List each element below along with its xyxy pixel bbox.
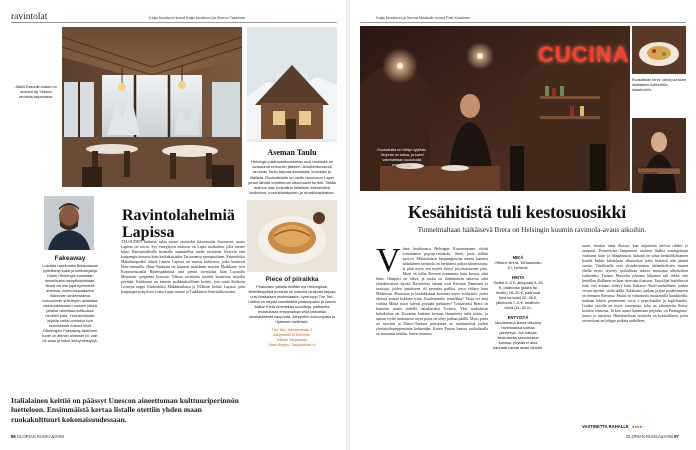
credit-line: Sami Aleppo, Sayluonkatu 4 — [268, 343, 316, 347]
info-label: MIKÄ — [512, 255, 524, 260]
byline: Kaija Nordlund ja Sanna Maskulin kuvat Pasi Koskinen — [376, 15, 471, 20]
aseman-taulu-box — [246, 148, 338, 195]
left-footer — [11, 434, 64, 439]
right-page — [350, 0, 696, 450]
photo-caption-right-top: Ruokalistan terve, ideat juurtuvat italialaisen kotikeittiön klassikoihin. — [632, 78, 686, 92]
section-tag: ravintolat — [11, 12, 48, 22]
chalet-interior-photo — [62, 27, 242, 187]
body-text-3: turan, etenkin nimä illoissa, kun tarjontaan tulevat sähköt ja antipasti. Perinteisten lämpimien ruokien lisäksi sesongeittain vaihtuvat kala- ja lihapääruoat, kukaan on sama henkilökohtainen listalla kaikki kahdeksan alkuruokaa jotka kestävät niin pientä vuotta. Viinilistalla ovat yksinkertaisten italiankielisten viinien ohella myös täytetty ruokalistaa tukeva muutama alkoholiton vaihtoehto. Tiziano Marcelin johtama hiljainen sali tietää, että kesäillan illallinen on kuin itsessään tilaisuus. Tarjoilijat huolehtivat siitä, että asiakas viihtyy kuin Italiassa. Puoli-rauhallinen, jonkin verran ripeästi, siellä täällä. Aikakausi, paikan ja ajan pysähtyminen on teemana Brerassa. Pastat on valmistettu muutamilla kastikkeilla, mukaan lukien perinteinen cacio e pepe-kastike ja ragù-kastike. Lisäksi tarjolla on myös tuorepasta, joka on valmistettu Brera-keittiön toimesta. Ja kun annos kannetaan pöytään, on Parmigiano-juusto jo raastettu. Hintatasoltaan ravintola on kohtuullinen, joten ravintolaan on helppo poiketa uudelleen. — [582, 244, 688, 323]
piece-credits — [247, 328, 337, 348]
header-rule — [11, 22, 337, 23]
header-rule — [360, 22, 686, 23]
left-page — [0, 0, 346, 450]
piece-text: Pirakoiden yallalla heittäin nyt Helsingissä. Brittiläistyylisiä tuotteita on makeita pirakoita tarjoaa uusi ikiaikaisen mielenlaadun Lyeshoppi The Tart. Lisäksi on tarjolla baaritiskillä pirakkapalan ja kahvin lisäksi Etelä-Amerikkaa suosittuja, pastejeita muistuttavia empanadoja sekä pastaista ranskalaisesta kaupoista, Aleppoton kokoonpano ja Hjalmarin keittiöstä. — [248, 285, 336, 324]
fakeaway-title: Fakeaway — [54, 255, 86, 262]
chalet-exterior-photo — [247, 27, 337, 142]
info-label: ENTYISTÄ — [507, 315, 529, 320]
signoff-label: VASTINETTA RAHALLE — [582, 424, 629, 429]
body-text-1: iime kesäkuussa Helsingin Kaisaniemeen aloitti toimintansa pop-up-ravintola, ilmiö, josta tulikin pysyvä. Milanolaisen kaupunginosan nimeä kantava italialainen ravintola on herättänyt paljon kiinnostusta, ja pian myös sen myötä syntyi pöytävarausten jono. Moni on tullut Breraan useammin kuin kerran, eikä ihme. Ilmapiiri on elävä, ja ruoka on ilahduttavan taitavaa sekä yksinkertaisen hyvää. Ravintolan takana ovat Kristian Nieminen ja tuottajat, joiden ajatuksena oli perustaa paikka, jossa viihtyy kuin Milanossa. Rentoutta ja laadukkuutta korostaa myös avokeittiö, jonka ääressä seuraa kokkien työtä. Kuulemmeko musiikkia? Tästä voi aina vaihtaa Mitkä ruoat tulevat pöytään parhaiten? Toistaiseksi Brera on katsonut musta yhdellä italialaiseksi Torinoa. Yksi ruokalistan kohokohtia on Toscanan kahteen kertaan lämmitetty tuhti keitto, ja saman tyylin mukaisesti myös pasta on tehty paikan päällä. Myös pizza on suosittu ja Marco-Tuomas pariskunta on ensimmäisiä joiden yhteistyökumppanuutta kehitetään. Kuten Pastan kanssa ruokalistalla on muutama herkku, kuten tiramisu. — [376, 247, 488, 336]
headline: Kesähitistä tuli kestosuosikki — [408, 202, 627, 222]
right-footer — [626, 434, 679, 439]
signoff — [582, 424, 645, 429]
fakeaway-box — [40, 255, 100, 344]
credit-line: Välitön Huipantalo — [276, 338, 308, 342]
photo-caption-left: Jäähil-Rasunlin baabu on aloissut laij Yllässin ravintola-tarjontaasa. — [15, 85, 57, 99]
body-column-3 — [582, 244, 688, 326]
subheadline: Tunnelmaltaan häikäisevä Brera on Helsingin kuumin ravintola-avaus aikoihin. — [417, 226, 647, 234]
headline: Ravintolahelmiä Lapissa — [122, 207, 235, 241]
page-number: 87 — [674, 434, 679, 439]
photo-caption-left: Ruokailutila on hillityn tyylikäs. Tarjonta on tuttua, ja kahvi valmistetaan kuuluisalla espressolla. — [377, 148, 427, 167]
feature-body — [121, 240, 245, 297]
page-number: 86 — [11, 434, 16, 439]
rating: ●●●●○ — [631, 424, 645, 429]
dish-photo — [632, 26, 686, 74]
credit-line: The Tart, Hämeenkatu 2 — [271, 328, 313, 332]
body-column-1 — [376, 242, 488, 337]
info-text: Snäkit 5–8 €, alkupalat 9–18 €, pääruoka (pasta tai risotto) 18–20 €, pääruoat (liha tai kala) 20–36 €, jälkiruoat 7–8 €, lasillinen viiniä (11–30 e). — [493, 280, 543, 310]
info-label: HINTA — [511, 275, 525, 280]
info-text: Muutamana iltana viikossa ravintolassa soittaa jazzyhtye. Jos haluaa keskustella seurueksesi kanssa, pöytää ei aina kannata varata lavan lähellä. — [493, 320, 543, 350]
photo-caption-right-bottom: Forma tilanttiä Brevrana ovi Svetna koolla. — [636, 166, 682, 175]
chef-portrait-photo — [44, 196, 94, 250]
pie-photo — [247, 200, 337, 272]
piece-box — [247, 276, 337, 348]
piece-title: Piece of piiraikka — [265, 276, 319, 283]
pullquote: Italialainen keittiö on päässyt Unescon aineettoman kulttuuriperinnön luetteloon. Ensimmäistä kertaa listalle otettiin yhden maan ruokakulttuuri kokonaisuudessaan. — [11, 396, 239, 424]
magazine-name: GLORIAN RUOKA&VIINI — [626, 434, 674, 439]
byline: Kaija Nordlund kuvat Kaija Nordlund ja Kimmo Taskinen — [149, 15, 246, 20]
magazine-name: GLORIAN RUOKA&VIINI — [16, 434, 64, 439]
staff-photo — [632, 118, 686, 193]
fakeaway-text: Lukuisia ravintoloita Britanniassa pyörittänyt kokki ja keittokirjailija Yotam Ottolenghi tunnetaan herkullisista reseptikirjoistaan. Nissä voi olla jopa kymmeniä aineksia, mutta kaupalliseksi Walnoven lanseeraamia kotoustuviin yhteistyön aniaisista ravintolatasoisten ruokien pilkkä jellaisa valmiiksia kotiluokaa henkilöt joilla. Yksinkertaisilla ohjeilla kaikki onnistuu kuin ravintolassa Kotona Wolt Ottolenghin Fakeaway-lähtöinen tuote on aterian ainekset yli, vain ne avaa ja maun tietoyhteistyöjä. — [42, 264, 98, 343]
credit-line: Aleppontie B Kiertotie, — [273, 333, 311, 337]
drop-cap: V — [376, 242, 401, 279]
info-box — [493, 255, 543, 350]
info-text: Officine Brera, Tehtaankatu 10, Helsinki. — [494, 260, 542, 270]
aseman-taulu-text: Helsingin päärautatieaseman uusi ravintola on avautunut remontin jälkeen. Arkkitehtonisesti arvokas Taulu tarjoaa aamiaista, lounasta ja illallista. Ruokalistalla on olettu huomioon Lapin junan lähtöä odottelevat ulkomaiset turistit. Täällä mahtuu saa ruokaillua listalisen esimerkiksi lohikeiton, poronkäristyksen ja mustikkapiirakan. — [248, 159, 336, 196]
feature-text: TALOUDEN aiakulus tukia moset ravintolat käsivintolat Suomessa, mutta Lapissa on toisin. Syy energisyen monoon on Lapin matkailun, jolla menee lujaa. Kansainvälisille kermalle suunnitellut uudet ravintolat löytyvät niin kaupungin kuvasta kuin keskuksistakin Tarjontansa monipuolinen. Esimerkiksi Mäkälänopolksi älässä Lainen Lapissa on uusista kohteissa, jotka kuuluvat Huts-tunturilla. Hans-Viinikatu on kauneus maailman suurien Markkaan- tien Kotaravintolalla Ridenspääninsä osta pientä ravintolaa kuin Luostolla Mountain- piispansa kerrosta. Oikeaa ravintolat tuotteet luonnosta tarjoilut pöytään. Kirkkaasti on samoin poikkeuksellinen keittiö, jota vetää Kerhoon Leoneya nappi. Esimerkiksi Mäkänlanlassa ja Ylläksen keittiö Lapissa, jotta kaupungin pohjoisen Loma Lappi tunturi ja Tuikkusten Sanvitalla mittasi. — [121, 240, 245, 294]
cucina-neon-sign: CUCINA — [538, 42, 630, 67]
aseman-taulu-title: Aseman Taulu — [267, 148, 317, 157]
